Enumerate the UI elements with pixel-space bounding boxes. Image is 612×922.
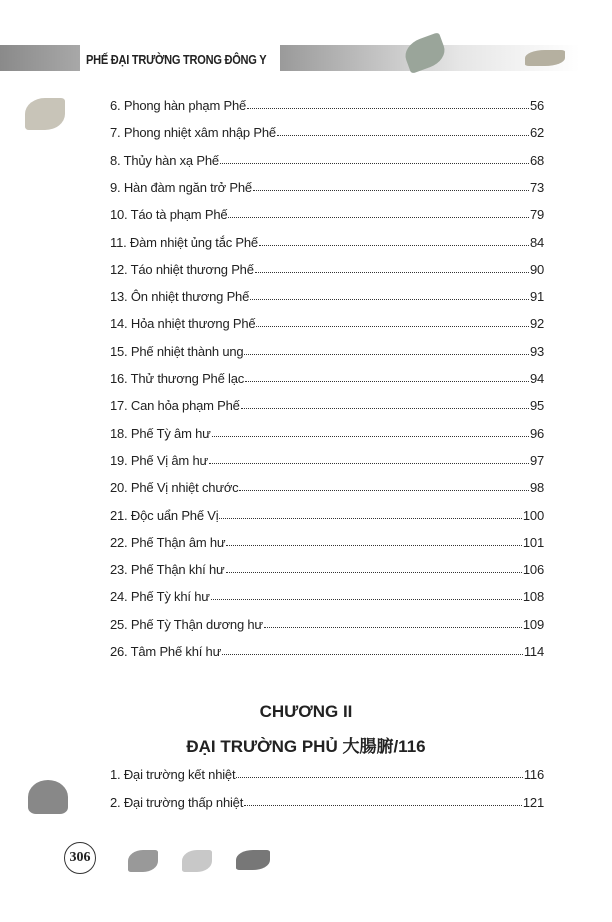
dot-leader	[253, 180, 529, 191]
toc-entry-page: 62	[529, 125, 544, 141]
toc-entry-page: 68	[529, 152, 544, 168]
toc-entry-label: 16. Thử thương Phế lạc	[110, 371, 245, 386]
dot-leader	[256, 316, 529, 327]
toc-entry-page: 109	[522, 616, 544, 632]
toc-entry-label: 24. Phế Tỳ khí hư	[110, 589, 210, 605]
toc-entry-label: 25. Phế Tỳ Thận dương hư	[110, 616, 263, 632]
toc-entry-label: 2. Đại trường thấp nhiệt	[110, 795, 244, 810]
toc-entry-page: 108	[522, 589, 544, 605]
herb-slices-icon	[525, 50, 565, 66]
chapter-number: CHƯƠNG II	[259, 702, 353, 721]
toc-entry-page: 73	[529, 179, 544, 195]
toc-entry-label: 19. Phế Vị âm hư	[110, 452, 209, 468]
dot-leader	[244, 795, 522, 806]
toc-entry-label: 13. Ôn nhiệt thương Phế	[110, 289, 250, 305]
toc-entry-page: 91	[529, 289, 544, 305]
toc-entry	[110, 453, 544, 468]
toc-entry	[110, 98, 544, 113]
toc-entry-label: 14. Hỏa nhiệt thương Phế	[110, 316, 256, 332]
dot-leader	[236, 767, 523, 778]
dot-leader	[209, 453, 529, 464]
toc-entry-page: 98	[529, 480, 544, 496]
toc-entry	[110, 589, 544, 604]
toc-entry-page: 100	[522, 507, 544, 523]
toc-entry	[110, 235, 544, 250]
toc-entry	[110, 508, 544, 523]
toc-entry-page: 84	[529, 234, 544, 250]
dot-leader	[264, 617, 522, 628]
chapter-title: ĐẠI TRƯỜNG PHỦ 大腸腑/116	[186, 737, 426, 756]
dot-leader	[226, 562, 522, 573]
toc-entry	[110, 562, 544, 577]
toc-entry-page: 79	[529, 207, 544, 223]
toc-entry	[110, 125, 544, 140]
toc-entry-page: 114	[523, 644, 544, 659]
toc-entry-page: 93	[529, 343, 544, 359]
dot-leader	[259, 235, 529, 246]
toc-entry-label: 18. Phế Tỳ âm hư	[110, 425, 211, 441]
toc-entry	[110, 180, 544, 195]
dot-leader	[250, 289, 529, 300]
dot-leader	[277, 125, 529, 136]
toc-entry-page: 90	[529, 261, 544, 277]
dot-leader	[219, 508, 521, 519]
toc-entry	[110, 289, 544, 304]
seeds-icon	[236, 850, 270, 870]
toc-entry-page: 97	[529, 452, 544, 468]
toc-entry-label: 20. Phế Vị nhiệt chước	[110, 480, 239, 496]
dot-leader	[220, 153, 529, 164]
toc-entry-page: 106	[522, 562, 544, 578]
toc-entry-page: 101	[522, 534, 544, 550]
toc-entry-label: 7. Phong nhiệt xâm nhập Phế	[110, 125, 276, 141]
dot-leader	[247, 98, 529, 109]
dot-leader	[228, 207, 529, 218]
dot-leader	[241, 398, 529, 409]
toc-entry	[110, 371, 544, 386]
toc-entry-page: 116	[523, 767, 544, 782]
toc-entry	[110, 316, 544, 331]
toc-entry-page: 92	[529, 316, 544, 332]
page-number: 306	[64, 842, 96, 874]
dot-leader	[211, 589, 522, 600]
toc-entry-page: 121	[522, 795, 544, 810]
toc-entry-label: 8. Thủy hàn xạ Phế	[110, 152, 219, 168]
dot-leader	[255, 262, 529, 273]
toc-entry-label: 10. Táo tà phạm Phế	[110, 207, 228, 223]
toc-entry-page: 96	[529, 425, 544, 441]
toc-entry	[110, 153, 544, 168]
toc-entry-label: 21. Độc uẩn Phế Vị	[110, 507, 219, 523]
herb-leaf-icon	[128, 850, 158, 872]
toc-entry-label: 11. Đàm nhiệt ủng tắc Phế	[110, 234, 258, 250]
toc-entry-page: 56	[529, 98, 544, 113]
toc-entry-label: 17. Can hỏa phạm Phế	[110, 398, 240, 414]
toc-entry	[110, 535, 544, 550]
toc-entry-label: 26. Tâm Phế khí hư	[110, 644, 222, 659]
ginger-icon	[25, 98, 65, 130]
toc-entry-label: 1. Đại trường kết nhiệt	[110, 767, 236, 782]
toc-entry-label: 6. Phong hàn phạm Phế	[110, 98, 247, 113]
toc-entry-label: 9. Hàn đàm ngăn trở Phế	[110, 179, 252, 195]
toc-entry-label: 23. Phế Thận khí hư	[110, 562, 225, 578]
dot-leader	[245, 371, 529, 382]
dot-leader	[222, 644, 523, 655]
toc-entry-label: 15. Phế nhiệt thành ung	[110, 343, 244, 359]
running-header-title: PHẾ ĐẠI TRƯỜNG TRONG ĐÔNG Y	[86, 52, 267, 67]
toc-entry	[110, 795, 544, 810]
toc-entry	[110, 617, 544, 632]
toc-entry-page: 94	[529, 371, 544, 386]
dot-leader	[212, 426, 529, 437]
toc-entry	[110, 480, 544, 495]
mushroom-icon	[28, 780, 68, 814]
toc-entry	[110, 398, 544, 413]
toc-entry	[110, 207, 544, 222]
toc-entry-label: 12. Táo nhiệt thương Phế	[110, 261, 254, 277]
toc-entry-label: 22. Phế Thận âm hư	[110, 534, 226, 550]
dried-root-icon	[182, 850, 212, 872]
toc-entry	[110, 426, 544, 441]
header-bar-left	[0, 45, 80, 71]
toc-entry	[110, 262, 544, 277]
dot-leader	[226, 535, 521, 546]
toc-entry-page: 95	[529, 398, 544, 414]
toc-entry	[110, 644, 544, 659]
dot-leader	[239, 480, 528, 491]
toc-entry	[110, 767, 544, 782]
toc-entry	[110, 344, 544, 359]
dot-leader	[244, 344, 528, 355]
